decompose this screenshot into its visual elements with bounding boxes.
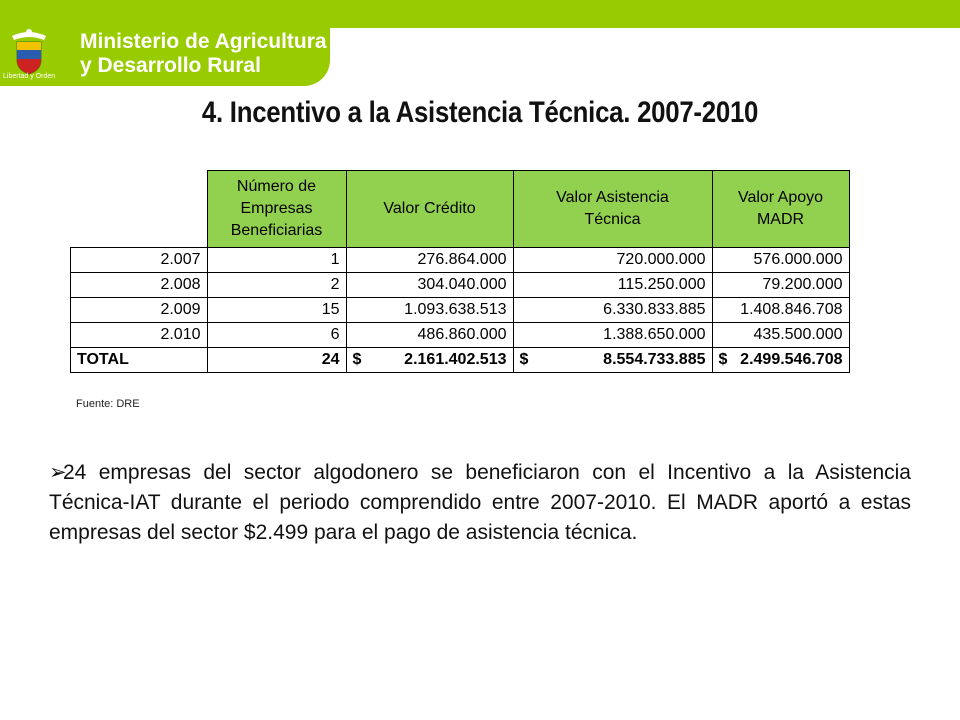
cell-year: 2.007 bbox=[71, 248, 208, 273]
cell-apoyo: 79.200.000 bbox=[712, 273, 849, 298]
currency-symbol: $ bbox=[352, 351, 362, 368]
cell-empresas: 15 bbox=[207, 298, 346, 323]
header-valor-asistencia: Valor Asistencia Técnica bbox=[513, 171, 712, 248]
bullet-text: 24 empresas del sector algodonero se beneficiaron con el Incentivo a la Asistencia Técnica-IAT durante el periodo comprendido entre 2007-2010. El MADR aportó a estas empresas del sector $2.499 para el pago de asistencia técnica. bbox=[49, 461, 911, 544]
ministry-name-line2: y Desarrollo Rural bbox=[80, 54, 261, 77]
cell-credito: 304.040.000 bbox=[346, 273, 513, 298]
coat-of-arms-icon bbox=[8, 26, 50, 80]
cell-asistencia: 6.330.833.885 bbox=[513, 298, 712, 323]
cell-asistencia: 720.000.000 bbox=[513, 248, 712, 273]
currency-symbol: $ bbox=[519, 351, 529, 368]
total-label: TOTAL bbox=[71, 348, 208, 373]
cell-empresas: 6 bbox=[207, 323, 346, 348]
page-title: 4. Incentivo a la Asistencia Técnica. 2007-2010 bbox=[201, 96, 759, 129]
total-credito bbox=[346, 348, 513, 373]
header-valor-credito: Valor Crédito bbox=[346, 171, 513, 248]
arrow-bullet-icon: ➢ bbox=[49, 461, 67, 484]
header-blank-cell bbox=[71, 171, 208, 248]
bullet-paragraph bbox=[49, 458, 911, 548]
cell-empresas: 2 bbox=[207, 273, 346, 298]
source-note: Fuente: DRE bbox=[76, 398, 140, 410]
ministry-name-line1: Ministerio de Agricultura bbox=[80, 30, 327, 53]
table-row bbox=[71, 323, 850, 348]
ministry-name bbox=[80, 30, 327, 78]
cell-apoyo: 435.500.000 bbox=[712, 323, 849, 348]
currency-symbol: $ bbox=[718, 351, 728, 368]
cell-apoyo: 1.408.846.708 bbox=[712, 298, 849, 323]
crest-caption: Libertad y Orden bbox=[3, 73, 56, 80]
total-apoyo-value: 2.499.546.708 bbox=[740, 351, 843, 368]
header-empresas: Número de Empresas Beneficiarias bbox=[207, 171, 346, 248]
cell-asistencia: 1.388.650.000 bbox=[513, 323, 712, 348]
total-credito-value: 2.161.402.513 bbox=[404, 351, 507, 368]
total-apoyo bbox=[712, 348, 849, 373]
incentive-table bbox=[70, 170, 850, 373]
total-asistencia-value: 8.554.733.885 bbox=[603, 351, 706, 368]
cell-year: 2.010 bbox=[71, 323, 208, 348]
total-asistencia bbox=[513, 348, 712, 373]
cell-asistencia: 115.250.000 bbox=[513, 273, 712, 298]
table-header-row bbox=[71, 171, 850, 248]
cell-apoyo: 576.000.000 bbox=[712, 248, 849, 273]
table-total-row bbox=[71, 348, 850, 373]
table-row bbox=[71, 273, 850, 298]
total-empresas: 24 bbox=[207, 348, 346, 373]
cell-credito: 486.860.000 bbox=[346, 323, 513, 348]
cell-year: 2.008 bbox=[71, 273, 208, 298]
cell-empresas: 1 bbox=[207, 248, 346, 273]
header-valor-apoyo: Valor Apoyo MADR bbox=[712, 171, 849, 248]
cell-credito: 276.864.000 bbox=[346, 248, 513, 273]
table-row bbox=[71, 248, 850, 273]
ministry-header bbox=[0, 0, 330, 86]
cell-credito: 1.093.638.513 bbox=[346, 298, 513, 323]
table-row bbox=[71, 298, 850, 323]
cell-year: 2.009 bbox=[71, 298, 208, 323]
